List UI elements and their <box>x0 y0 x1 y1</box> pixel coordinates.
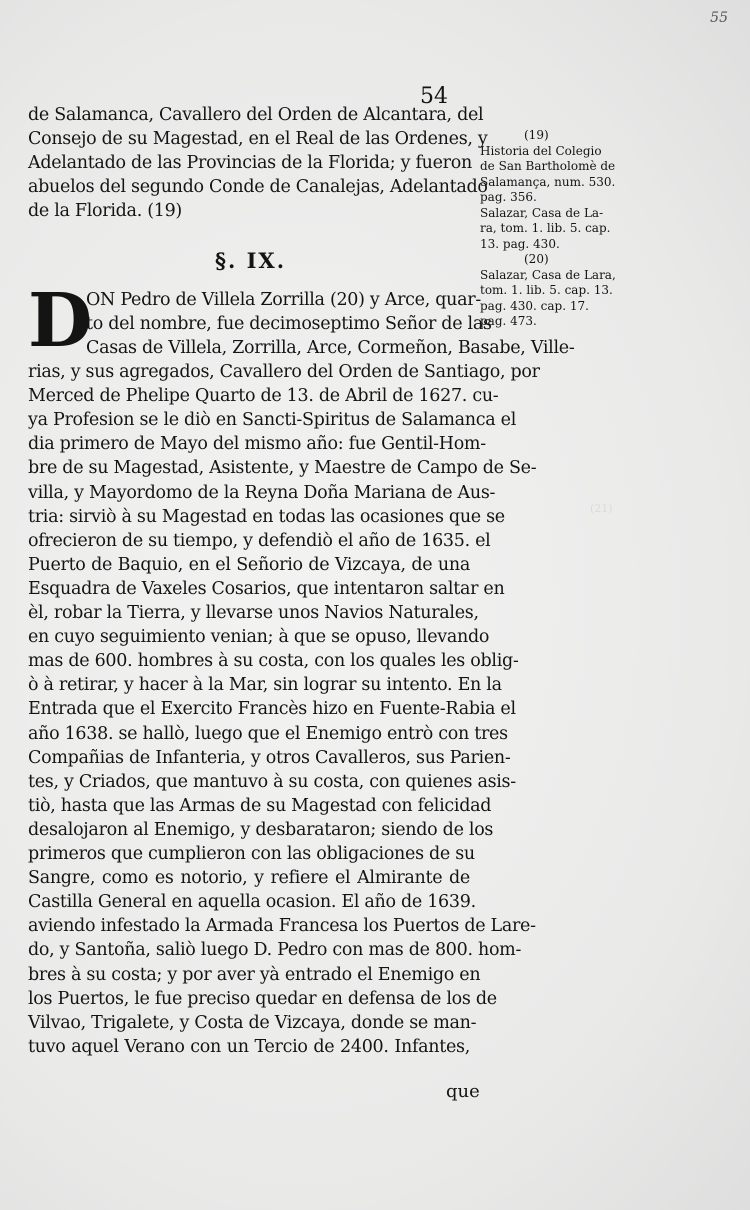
text-line: rias, y sus agregados, Cavallero del Orden de Santiago, por <box>28 362 540 382</box>
text-line: de la Florida. (19) <box>28 201 182 221</box>
text-line: tria: sirviò à su Magestad en todas las ocasiones que se <box>28 506 505 527</box>
text-line: los Puertos, le fue preciso quedar en defensa de los de <box>28 988 497 1009</box>
text-line: tes, y Criados, que mantuvo à su costa, con quienes asis- <box>28 771 516 792</box>
text-line: mas de 600. hombres à su costa, con los quales les oblig- <box>28 651 519 672</box>
text-line: bres à su costa; y por aver yà entrado el Enemigo en <box>28 964 481 985</box>
text-line: Merced de Phelipe Quarto de 13. de Abril de 1627. cu- <box>28 386 499 407</box>
text-line: bre de su Magestad, Asistente, y Maestre de Campo de Se- <box>28 458 537 479</box>
text-line: to del nombre, fue decimoseptimo Señor de las <box>86 314 492 334</box>
text-line: Castilla General en aquella ocasion. El año de 1639. <box>28 892 476 913</box>
page-corner-mark: 55 <box>710 10 728 26</box>
note-line: pag. 356. <box>480 190 537 204</box>
text-line: Esquadra de Vaxeles Cosarios, que intentaron saltar en <box>28 578 505 599</box>
note-line: Historia del Colegio <box>480 143 602 158</box>
text-line: ON Pedro de Villela Zorrilla (20) y Arce, quar- <box>86 290 481 310</box>
text-line: Casas de Villela, Zorrilla, Arce, Cormeñon, Basabe, Ville- <box>86 338 575 358</box>
text-line: de Salamanca, Cavallero del Orden de Alcantara, del <box>28 105 484 125</box>
text-line: tuvo aquel Verano con un Tercio de 2400. Infantes, <box>28 1036 470 1057</box>
text-line: tiò, hasta que las Armas de su Magestad con felicidad <box>28 795 492 816</box>
text-line: año 1638. se hallò, luego que el Enemigo entrò con tres <box>28 723 508 744</box>
note-line: Salazar, Casa de La- <box>480 205 604 220</box>
text-line: Entrada que el Exercito Francès hizo en Fuente-Rabia el <box>28 699 516 720</box>
text-line: dia primero de Mayo del mismo año: fue Gentil-Hom- <box>28 434 486 455</box>
text-line: Consejo de su Magestad, en el Real de las Ordenes, y <box>28 129 488 149</box>
text-line: do, y Santoña, saliò luego D. Pedro con mas de 800. hom- <box>28 940 522 961</box>
text-line: Vilvao, Trigalete, y Costa de Vizcaya, donde se man- <box>28 1012 477 1033</box>
text-line: ofrecieron de su tiempo, y defendiò el año de 1635. el <box>28 530 491 551</box>
text-line: abuelos del segundo Conde de Canalejas, Adelantado <box>28 177 488 197</box>
text-line: ya Profesion se le diò en Sancti-Spiritus de Salamanca el <box>28 410 516 431</box>
text-line: aviendo infestado la Armada Francesa los Puertos de Lare- <box>28 916 536 937</box>
text-line: Sangre, como es notorio, y refiere el Almirante de <box>28 868 470 889</box>
text-line: Compañias de Infanteria, y otros Cavalleros, sus Parien- <box>28 747 511 768</box>
show-through-text: (21) <box>590 502 613 515</box>
text-line: ò à retirar, y hacer à la Mar, sin lograr su intento. En la <box>28 675 502 696</box>
note-line: Salazar, Casa de Lara, <box>480 267 616 282</box>
note-number: (20) <box>524 252 549 266</box>
note-number: (19) <box>524 128 549 142</box>
note-line: pag. 473. <box>480 314 537 328</box>
text-line: primeros que cumplieron con las obligaciones de su <box>28 844 475 864</box>
note-line: de San Bartholomè de <box>480 159 616 173</box>
drop-cap: D <box>28 278 93 364</box>
text-line: villa, y Mayordomo de la Reyna Doña Mariana de Aus- <box>28 482 496 503</box>
page-number: 54 <box>420 84 448 109</box>
note-line: pag. 430. cap. 17. <box>480 298 589 313</box>
note-line: Salamança, num. 530. <box>480 174 616 189</box>
text-line: Puerto de Baquio, en el Señorio de Vizcaya, de una <box>28 554 470 575</box>
section-heading: §. IX. <box>215 248 287 273</box>
note-line: ra, tom. 1. lib. 5. cap. <box>480 221 611 235</box>
catchword: que <box>446 1081 480 1102</box>
text-line: en cuyo seguimiento venian; à que se opuso, llevando <box>28 627 490 648</box>
note-line: 13. pag. 430. <box>480 236 560 251</box>
text-line: desalojaron al Enemigo, y desbarataron; siendo de los <box>28 819 494 840</box>
text-line: èl, robar la Tierra, y llevarse unos Navios Naturales, <box>28 603 479 623</box>
text-line: Adelantado de las Provincias de la Florida; y fueron <box>28 153 472 173</box>
note-line: tom. 1. lib. 5. cap. 13. <box>480 283 613 297</box>
